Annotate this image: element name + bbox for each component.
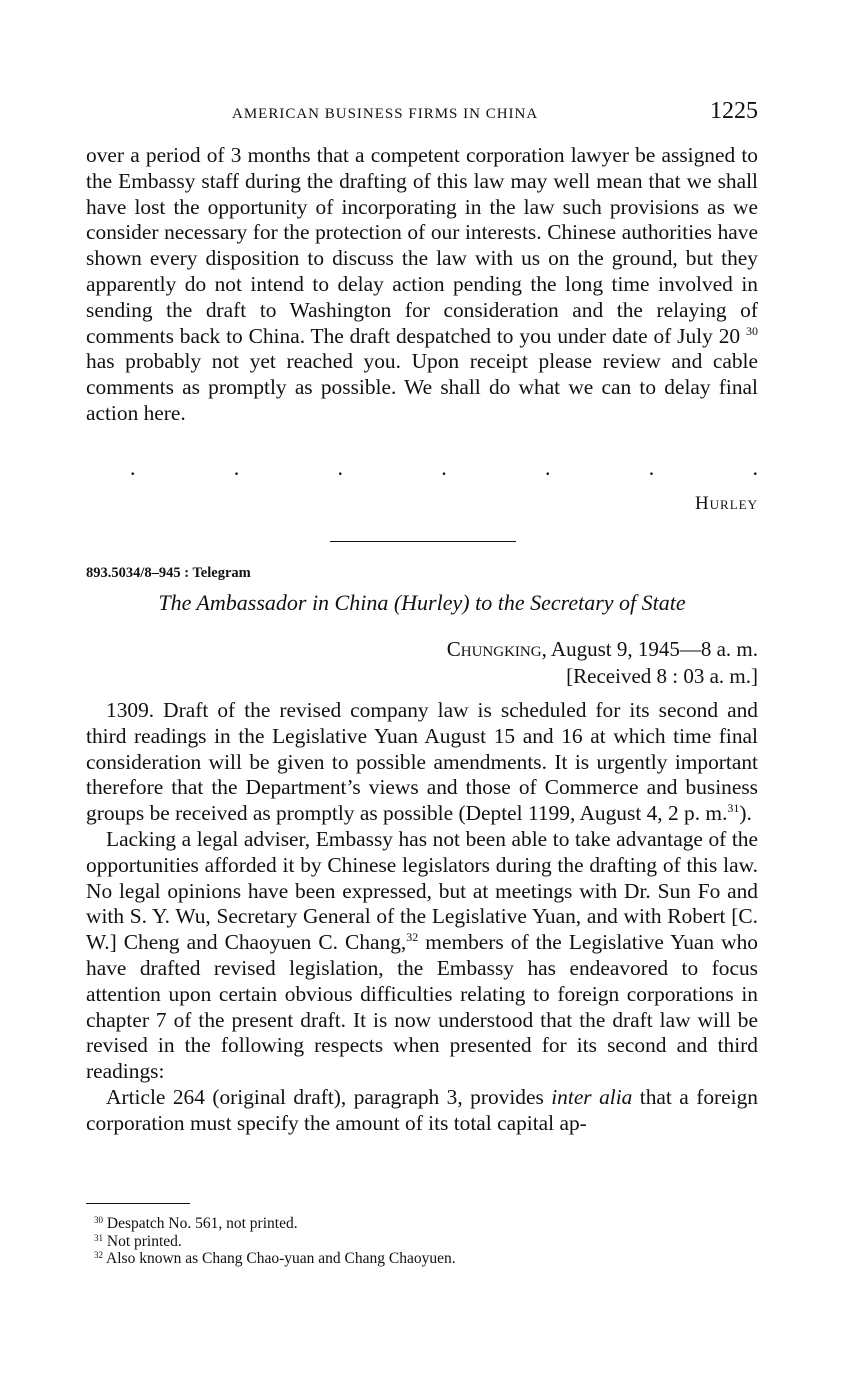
footnotes — [94, 1215, 456, 1268]
footnote-32 — [94, 1250, 456, 1268]
dateline-date: , August 9, 1945—8 a. m. — [541, 637, 758, 661]
telegram-paragraph-1 — [86, 698, 758, 827]
file-reference: 893.5034/8–945 : Telegram — [86, 565, 251, 581]
footnote-ref-30: 30 — [745, 323, 758, 338]
paragraph-3-text: Article 264 (original draft), paragraph 3, provides — [106, 1084, 552, 1109]
continuation-text-b: has probably not yet reached you. Upon receipt please review and cable comments as promptly as possible. We shall do what we can to delay final action here. — [86, 349, 758, 425]
section-divider — [330, 541, 516, 542]
signature: Hurley — [694, 493, 758, 514]
omission-ellipsis — [130, 455, 758, 481]
paragraph-2-text: Lacking a legal adviser, Embassy has not been able to take advantage of the opportunities afforded it by Chinese legislators during the drafting of this law. No legal opinions have been expressed, but at meetings with Dr. Sun Fo and with S. Y. Wu, Secretary General of the Legislative Yuan, and with Robert [C. W.] Cheng and Chaoyuen C. Chang, — [86, 826, 758, 955]
ellipsis-dot: . — [752, 455, 758, 480]
dateline-received: [Received 8 : 03 a. m.] — [566, 664, 758, 688]
telegram-paragraph-3 — [86, 1085, 758, 1137]
footnote-30 — [94, 1215, 456, 1233]
ellipsis-dot: . — [130, 455, 136, 480]
footnote-text: Despatch No. 561, not printed. — [106, 1215, 298, 1232]
footnote-number: 30 — [94, 1215, 103, 1225]
ellipsis-dot: . — [648, 455, 655, 480]
footnote-31 — [94, 1233, 456, 1251]
telegram-body — [86, 698, 758, 1137]
latin-phrase: inter alia — [551, 1084, 633, 1109]
ellipsis-dot: . — [441, 455, 447, 480]
dateline-sent — [447, 636, 758, 663]
dateline — [447, 636, 758, 690]
running-title: AMERICAN BUSINESS FIRMS IN CHINA — [232, 106, 539, 122]
footnote-number: 32 — [94, 1250, 103, 1260]
paragraph-1-text: 1309. Draft of the revised company law is scheduled for its second and third readings in the Legislative Yuan August 15 and 16 at which time final consideration will be given to possible amendments. It is urgently important therefore that the Department’s views and those of Commerce and business groups be received as promptly as possible (Deptel 1199, August 4, 2 p. m. — [86, 698, 758, 826]
footnote-ref-32: 32 — [406, 930, 419, 945]
telegram-paragraph-2 — [86, 827, 758, 1085]
heading-name: Hurley — [401, 590, 463, 615]
page-number: 1225 — [710, 98, 758, 124]
ellipsis-dot: . — [545, 455, 551, 480]
continuation-text-a: over a period of 3 months that a competent corporation lawyer be assigned to the Embassy staff during the drafting of this law may well mean that we shall have lost the opportunity of incorporating in the law such provisions as we consider necessary for the protection of our interests. Chinese authorities have shown every disposition to discuss the law with us on the ground, but they apparently do not intend to delay action pending the long time involved in sending the draft to Washington for consideration and the relaying of comments back to China. The draft despatched to you under date of July 20 — [86, 143, 758, 348]
footnote-text: Also known as Chang Chao-yuan and Chang Chaoyuen. — [106, 1250, 456, 1267]
heading-text-b: ) to the Secretary of State — [462, 590, 686, 615]
ellipsis-dot: . — [337, 455, 343, 480]
footnote-text: Not printed. — [106, 1232, 182, 1250]
paragraph-1-end: ). — [739, 801, 752, 826]
continuation-paragraph — [86, 143, 758, 427]
footnote-divider — [86, 1203, 190, 1204]
heading-text-a: The Ambassador in China ( — [158, 590, 402, 615]
paragraph-3-end: that a foreign corporation must specify the amount of its total capital ap- — [86, 1084, 758, 1135]
ellipsis-dot: . — [233, 455, 240, 480]
paragraph-2-end: members of the Legislative Yuan who have drafted revised legislation, the Embassy has endeavored to focus attention upon certain obvious difficulties relating to foreign corporations in chapter 7 of the present draft. It is now understood that the draft law will be revised in the following respects when presented for its second and third readings: — [86, 930, 758, 1084]
dateline-place: Chungking — [446, 637, 542, 661]
running-head — [86, 98, 758, 130]
document-heading — [86, 590, 758, 616]
footnote-number: 31 — [94, 1232, 103, 1243]
footnote-ref-31: 31 — [727, 801, 740, 816]
